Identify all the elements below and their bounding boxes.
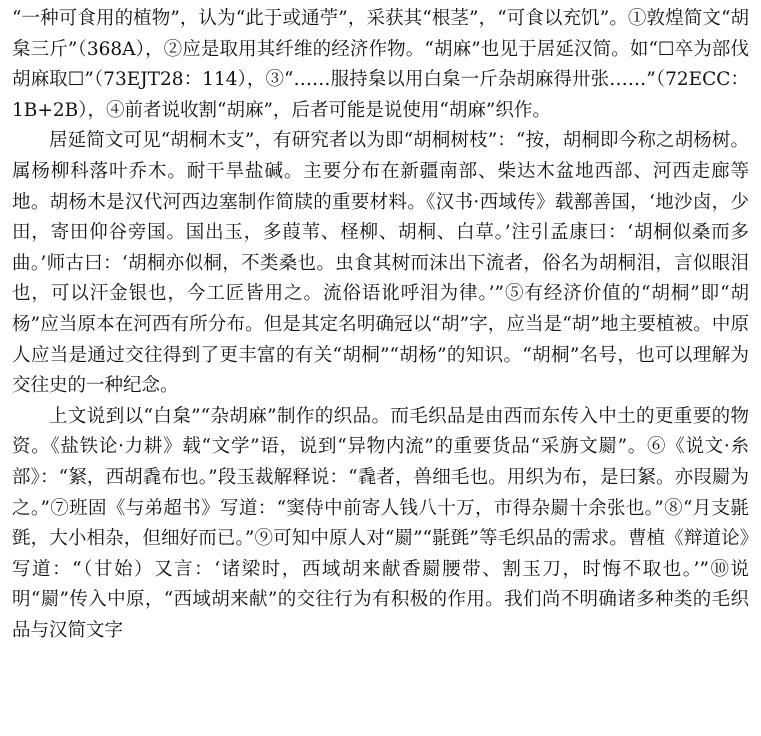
paragraph-2: 居延简文可见“胡桐木支”，有研究者以为即“胡桐树枝”：“按，胡桐即今称之胡杨树。属杨柳科落叶乔木。耐干旱盐碱。主要分布在新疆南部、柴达木盆地西部、河西走廊等地。胡杨木是汉代河西边塞制作简牍的重要材料。《汉书·西域传》载鄯善国，‘地沙卤，少田，寄田仰谷旁国。国出玉，多葭苇、柽柳、胡桐、白草。’注引孟康曰：‘胡桐似桑而多曲。’师古曰：‘胡桐亦似桐，不类桑也。虫食其树而沫出下流者，俗名为胡桐泪，言似眼泪也，可以汗金银也，今工匠皆用之。流俗语讹呼泪为律。’”⑤有经济价值的“胡桐”即“胡杨”应当原本在河西有所分布。但是其定名明确冠以“胡”字，应当是“胡”地主要植被。中原人应当是通过交往得到了更丰富的有关“胡桐”“胡杨”的知识。“胡桐”名号，也可以理解为交往史的一种纪念。	[12, 130, 749, 397]
paragraph-1: “一种可食用的植物”，认为“此于或通苧”，采获其“根茎”，“可食以充饥”。①敦煌简文“胡枲三斤”（368A），②应是取用其纤维的经济作物。“胡麻”也见于居延汉简。如“☐卒为部伐胡麻取☐”（73EJT28：114），③“……服持枲以用白枲一斤杂胡麻得卅张……”（72ECC：1B+2B），④前者说收割“胡麻”，后者可能是说使用“胡麻”织作。	[12, 8, 749, 121]
paragraph-3: 上文说到以“白枲”“杂胡麻”制作的织品。而毛织品是由西而东传入中土的更重要的物资。《盐铁论·力耕》载“文学”语，说到“异物内流”的重要货品“采旃文罽”。⑥《说文·糸部》：“䋈，西胡毳布也。”段玉裁解释说：“毳者，兽细毛也。用织为布，是曰䋈。亦叚罽为之。”⑦班固《与弟超书》写道：“窦侍中前寄人钱八十万，市得杂罽十余张也。”⑧“月支毾㲪，大小相杂，但细好而已。”⑨可知中原人对“罽”“毾㲪”等毛织品的需求。曹植《辩道论》写道：“（甘始）又言：‘诸梁时，西域胡来献香罽腰带、割玉刀，时悔不取也。’”⑩说明“罽”传入中原，“西域胡来献”的交往行为有积极的作用。我们尚不明确诸多种类的毛织品与汉简文字	[12, 405, 749, 641]
